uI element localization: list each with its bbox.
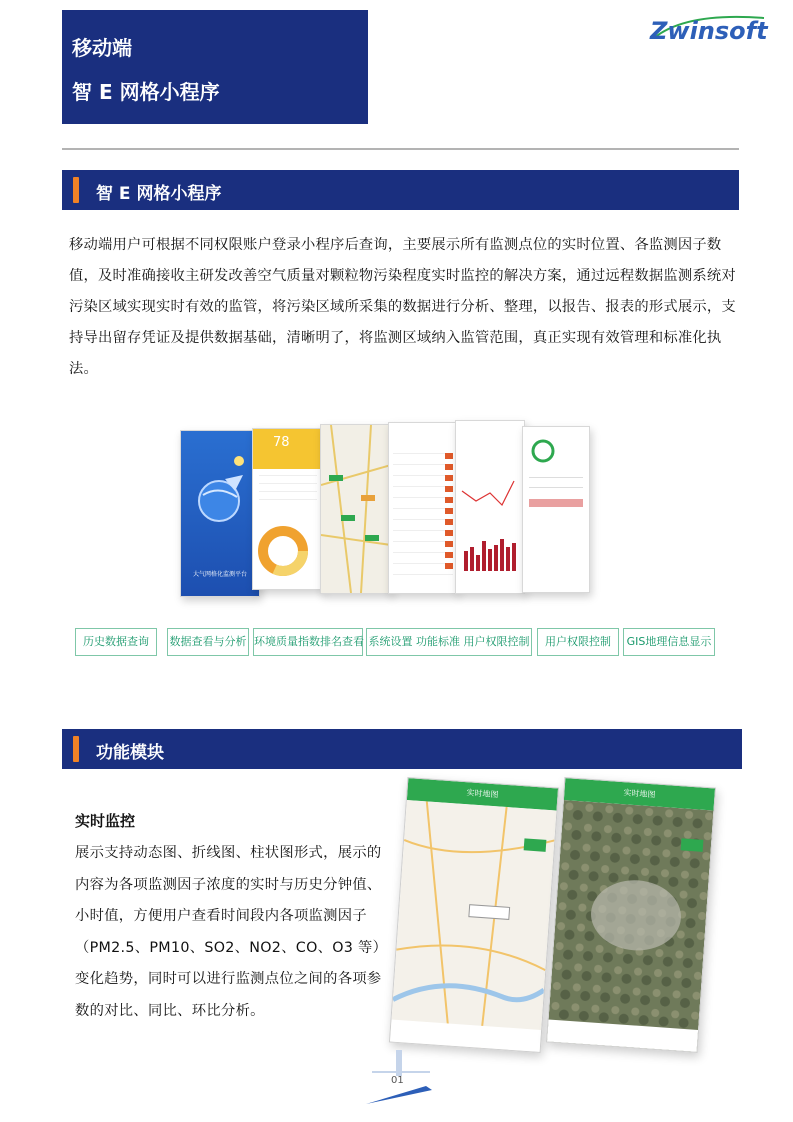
title-line-2: 智 E 网格小程序	[72, 80, 220, 104]
aqi-value: 78	[253, 429, 323, 469]
phone-charts	[455, 420, 525, 594]
station-list	[393, 443, 453, 583]
header-divider	[62, 148, 739, 150]
donut-chart	[253, 511, 323, 590]
section-accent	[73, 177, 79, 203]
phone-map	[320, 424, 392, 594]
feature-tags	[75, 628, 725, 660]
zwinsoft-logo	[646, 8, 786, 48]
data-table	[259, 475, 317, 505]
street-map	[390, 800, 557, 1052]
feature-tag: 环境质量指数排名查看	[253, 628, 363, 656]
app-screenshots	[170, 420, 600, 605]
svg-text:Zwinsoft: Zwinsoft	[650, 17, 768, 45]
phone-street-map	[389, 777, 559, 1053]
feature-tag: 用户权限控制	[537, 628, 619, 656]
section-accent	[73, 736, 79, 762]
section-bar-mini-program	[62, 170, 739, 210]
phone-profile	[522, 426, 590, 593]
profile-view	[523, 427, 589, 592]
title-line-1: 移动端	[72, 36, 132, 60]
satellite-map	[547, 800, 714, 1052]
phone-satellite-map	[546, 777, 716, 1053]
realtime-monitor-title: 实时监控	[75, 812, 136, 830]
trend-charts	[456, 421, 524, 593]
search-button[interactable]	[681, 838, 704, 852]
section-bar-modules	[62, 729, 742, 769]
realtime-monitor-paragraph: 展示支持动态图、折线图、柱状图形式，展示的内容为各项监测因子浓度的实时与历史分钟值、小时值，方便用户查看时间段内各项监测因子（PM2.5、PM10、SO2、NO2、CO、O3 等）变化趋势，同时可以进行监测点位之间的各项参数的对比、同比、环比分析。	[75, 845, 382, 1019]
page-number: 01	[391, 1075, 404, 1086]
section-title: 功能模块	[96, 743, 164, 763]
map-view	[321, 425, 391, 593]
phone-splash	[180, 430, 260, 597]
phone-dashboard	[252, 428, 324, 590]
intro-paragraph: 移动端用户可根据不同权限账户登录小程序后查询，主要展示所有监测点位的实时位置、各监测因子数值，及时准确接收主研发改善空气质量对颗粒物污染程度实时监控的解决方案，通过远程数据监测系统对污染区域实现实时有效的监管，将污染区域所采集的数据进行分析、整理，以报告、报表的形式展示，支持导出留存凭证及提供数据基础，清晰明了，将监测区域纳入监管范围，真正实现有效管理和标准化执法。	[69, 237, 736, 377]
section-title: 智 E 网格小程序	[96, 184, 222, 204]
feature-tag: 系统设置 功能标准 用户权限控制	[366, 628, 532, 656]
phone-list	[388, 422, 458, 594]
splash-caption: 大气网格化监测平台	[192, 571, 247, 578]
feature-tag: 数据查看与分析	[167, 628, 249, 656]
map-header: 实时地图	[564, 778, 715, 810]
map-header: 实时地图	[407, 778, 558, 810]
status-tags	[445, 453, 453, 573]
feature-tag: GIS地理信息显示	[623, 628, 715, 656]
header-title-box	[62, 10, 368, 124]
feature-tag: 历史数据查询	[75, 628, 157, 656]
search-button[interactable]	[524, 838, 547, 852]
